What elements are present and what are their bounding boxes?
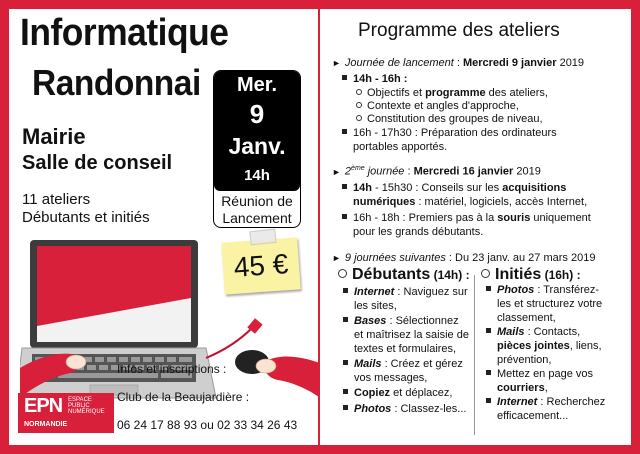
j1-bullet-2: Contexte et angles d'approche,	[356, 100, 519, 112]
j2-session1: 14h - 15h30 : Conseils sur les acquisitions	[342, 182, 566, 194]
date-hour: 14h	[244, 167, 270, 184]
epn-logo-subtitle: ESPACE PUBLIC NUMÉRIQUE	[68, 397, 105, 415]
deb-item-mails-cont: vos messages,	[354, 372, 428, 384]
bullet-icon	[342, 129, 347, 134]
ini-item-miseenpage: Mettez en page vos	[486, 368, 593, 380]
venue-salle: Salle de conseil	[22, 152, 173, 174]
circle-bullet-icon	[338, 269, 347, 278]
bullet-icon	[343, 317, 348, 322]
bullet-icon	[343, 389, 348, 394]
j2-session2-cont: pour les grands débutants.	[353, 226, 484, 238]
bullet-icon	[343, 405, 348, 410]
ini-item-photos: Photos : Transférez-	[486, 284, 599, 296]
programme-title: Programme des ateliers	[358, 20, 560, 41]
info-phones: 06 24 17 88 93 ou 02 33 34 26 43	[117, 418, 298, 432]
date-day-number: 9	[249, 99, 265, 129]
epn-logo-region: NORMANDIE	[24, 421, 68, 428]
date-month: Janv.	[228, 133, 286, 159]
deb-item-photos: Photos : Classez-les...	[343, 403, 466, 415]
j2-session2: 16h - 18h : Premiers pas à la souris uniquement	[342, 212, 591, 224]
ini-item-mails-cont1: pièces jointes, liens,	[497, 340, 602, 352]
date-caption-1: Réunion de	[221, 193, 293, 209]
epn-logo-icon	[18, 393, 114, 433]
ini-item-miseenpage-cont: courriers,	[497, 382, 548, 394]
ini-item-mails-cont2: prévention,	[497, 354, 552, 366]
columns-separator	[474, 275, 475, 435]
circle-bullet-icon	[356, 89, 362, 95]
deb-item-bases-cont1: et maîtrisez la saisie de	[354, 329, 469, 341]
j3-heading: ► 9 journées suivantes : Du 23 janv. au 27 mars 2019	[332, 252, 596, 264]
bullet-icon	[343, 288, 348, 293]
date-day-name: Mer.	[236, 74, 278, 96]
date-badge	[213, 70, 301, 228]
bullet-icon	[343, 360, 348, 365]
arrow-icon: ►	[332, 253, 341, 263]
deb-item-bases: Bases : Sélectionnez	[343, 315, 459, 327]
arrow-icon: ►	[332, 166, 341, 177]
ini-item-photos-cont2: classement,	[497, 312, 556, 324]
title-informatique: Informatique	[20, 12, 229, 54]
deb-item-copiez: Copiez et déplacez,	[343, 387, 452, 399]
venue-mairie: Mairie	[22, 124, 86, 149]
deb-item-internet-cont: les sites,	[354, 300, 397, 312]
ini-item-internet: Internet : Recherchez	[486, 396, 605, 408]
ateliers-count: 11 ateliers	[22, 191, 91, 208]
j1-session2-cont: portables apportés.	[353, 141, 448, 153]
bullet-icon	[342, 214, 347, 219]
circle-bullet-icon	[481, 269, 490, 278]
date-caption-2: Lancement	[222, 210, 292, 226]
ini-item-photos-cont1: les et structurez votre	[497, 298, 603, 310]
title-randonnai: Randonnai	[32, 62, 201, 103]
circle-bullet-icon	[356, 115, 362, 121]
circle-bullet-icon	[356, 102, 362, 108]
j1-session1-time: 14h - 16h :	[342, 73, 407, 85]
bullet-icon	[486, 286, 491, 291]
j1-session2: 16h - 17h30 : Préparation des ordinateurs	[342, 127, 557, 139]
levels-text: Débutants et initiés	[22, 209, 150, 226]
bullet-icon	[342, 75, 347, 80]
bullet-icon	[486, 370, 491, 375]
bullet-icon	[486, 328, 491, 333]
bullet-icon	[342, 184, 347, 189]
ini-item-internet-cont: efficacement...	[497, 410, 569, 422]
deb-item-bases-cont2: textes et formulaires,	[354, 343, 457, 355]
inities-heading: Initiés (16h) :	[481, 266, 581, 284]
date-black-block	[214, 71, 300, 191]
j1-heading: ► Journée de lancement : Mercredi 9 janvier 2019	[332, 57, 585, 69]
deb-item-internet: Internet : Naviguez sur	[343, 286, 468, 298]
j2-session1-cont: numériques : matériel, logiciels, accès Internet,	[353, 196, 588, 208]
j1-bullet-3: Constitution des groupes de niveau,	[356, 113, 543, 125]
bullet-icon	[486, 398, 491, 403]
epn-logo-text: EPN	[24, 395, 63, 417]
info-heading: Infos et inscriptions :	[117, 362, 227, 376]
debutants-heading: Débutants (14h) :	[338, 266, 470, 284]
j1-bullet-1: Objectifs et programme des ateliers,	[356, 87, 548, 99]
info-club: Club de la Beaujardière :	[117, 390, 250, 404]
j2-heading: ► 2ème journée : Mercredi 16 janvier 2019	[332, 165, 541, 178]
deb-item-mails: Mails : Créez et gérez	[343, 358, 463, 370]
arrow-icon: ►	[332, 58, 341, 68]
price-note: 45 €	[221, 237, 300, 294]
ini-item-mails: Mails : Contacts,	[486, 326, 580, 338]
